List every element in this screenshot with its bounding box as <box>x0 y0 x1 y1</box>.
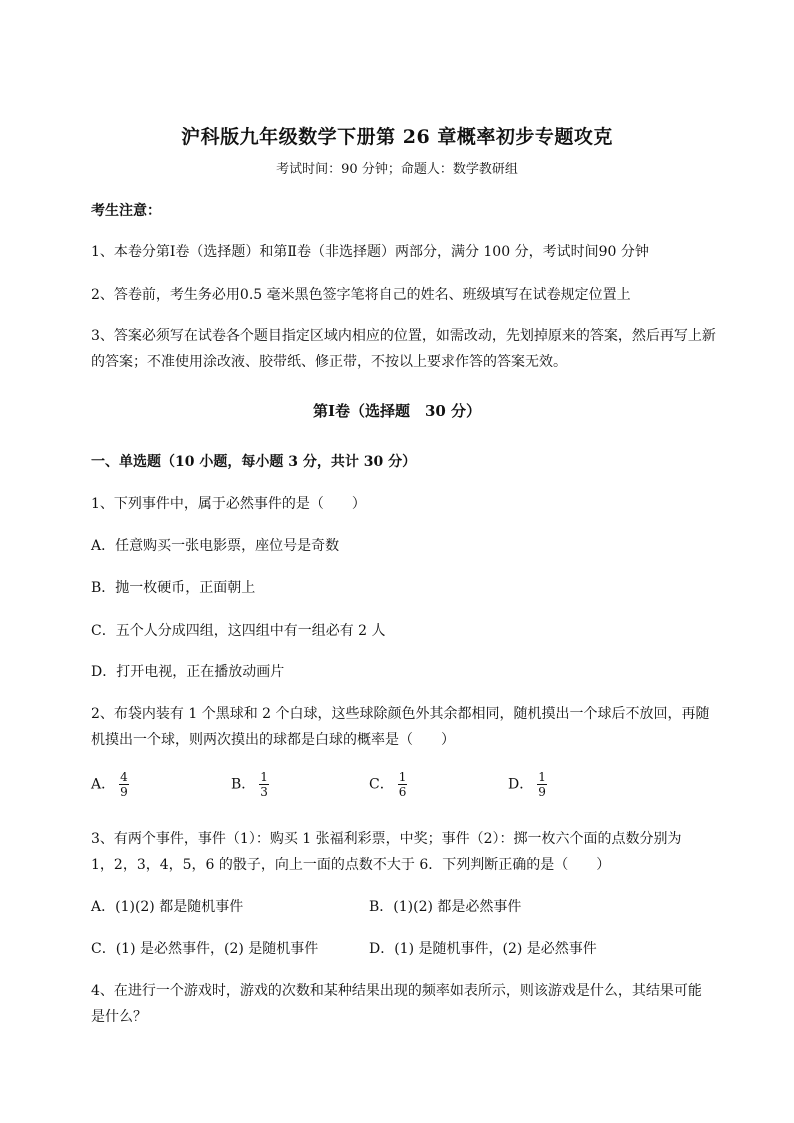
question-2-option-d <box>508 770 547 799</box>
question-4-stem-line2: 是什么？ <box>91 1009 147 1025</box>
option-label: C． <box>369 776 394 793</box>
question-1-option-c: C．五个人分成四组，这四组中有一组必有 2 人 <box>91 623 386 639</box>
fraction-denominator: 9 <box>538 785 546 799</box>
fraction <box>119 770 129 799</box>
question-2-option-a <box>91 770 129 799</box>
question-2-option-c <box>369 770 407 799</box>
exam-subtitle: 考试时间：90 分钟；命题人：数学教研组 <box>276 162 518 177</box>
question-1-option-a: A．任意购买一张电影票，座位号是奇数 <box>91 538 340 554</box>
option-label: A． <box>91 776 116 793</box>
question-1-option-b: B．抛一枚硬币，正面朝上 <box>91 580 256 596</box>
fraction <box>537 770 547 799</box>
notice-item: 2、答卷前，考生务必用0.5 毫米黑色签字笔将自己的姓名、班级填写在试卷规定位置上 <box>91 287 631 303</box>
fraction-numerator: 1 <box>538 770 546 784</box>
question-1-stem: 1、下列事件中，属于必然事件的是（ ） <box>91 496 366 512</box>
part-heading: 一、单选题（10 小题，每小题 3 分，共计 30 分） <box>91 454 417 470</box>
fraction-denominator: 3 <box>260 785 268 799</box>
fraction <box>398 770 408 799</box>
fraction-denominator: 6 <box>398 785 407 799</box>
question-4-stem-line1: 4、在进行一个游戏时，游戏的次数和某种结果出现的频率如表所示，则该游戏是什么，其结果可能 <box>91 983 702 999</box>
question-3-option-a: A．(1)(2) 都是随机事件 <box>91 899 244 915</box>
notice-item: 3、答案必须写在试卷各个题目指定区域内相应的位置，如需改动，先划掉原来的答案，然后再写上新 <box>91 328 716 344</box>
question-3-option-c: C．(1) 是必然事件，(2) 是随机事件 <box>91 941 319 957</box>
question-3-stem-line2: 1，2，3，4，5，6 的骰子，向上一面的点数不大于 6．下列判断正确的是（ ） <box>91 857 611 873</box>
option-label: D． <box>508 776 534 793</box>
question-2-options <box>91 770 711 806</box>
question-3-option-b: B．(1)(2) 都是必然事件 <box>369 899 522 915</box>
question-1-option-d: D．打开电视，正在播放动画片 <box>91 664 285 680</box>
question-2-stem-line2: 机摸出一个球，则两次摸出的球都是白球的概率是（ ） <box>91 732 455 748</box>
fraction-denominator: 9 <box>120 785 128 799</box>
page-title: 沪科版九年级数学下册第 26 章概率初步专题攻克 <box>181 126 613 148</box>
fraction-numerator: 4 <box>120 770 128 784</box>
question-3-stem-line1: 3、有两个事件，事件（1）：购买 1 张福利彩票，中奖；事件（2）：掷一枚六个面的点数分别为 <box>91 831 682 847</box>
notice-heading: 考生注意： <box>91 203 161 219</box>
fraction-numerator: 1 <box>398 770 407 784</box>
question-3-option-d: D．(1) 是随机事件，(2) 是必然事件 <box>369 941 597 957</box>
fraction <box>259 770 269 799</box>
notice-item: 的答案；不准使用涂改液、胶带纸、修正带，不按以上要求作答的答案无效。 <box>91 354 567 370</box>
notice-item: 1、本卷分第Ⅰ卷（选择题）和第Ⅱ卷（非选择题）两部分，满分 100 分，考试时间90 分钟 <box>91 244 649 260</box>
option-label: B． <box>231 776 256 793</box>
question-2-option-b <box>231 770 269 799</box>
question-2-stem-line1: 2、布袋内装有 1 个黑球和 2 个白球，这些球除颜色外其余都相同，随机摸出一个球后不放回，再随 <box>91 706 710 722</box>
fraction-numerator: 1 <box>260 770 268 784</box>
section-title: 第Ⅰ卷（选择题 30 分） <box>312 402 482 420</box>
